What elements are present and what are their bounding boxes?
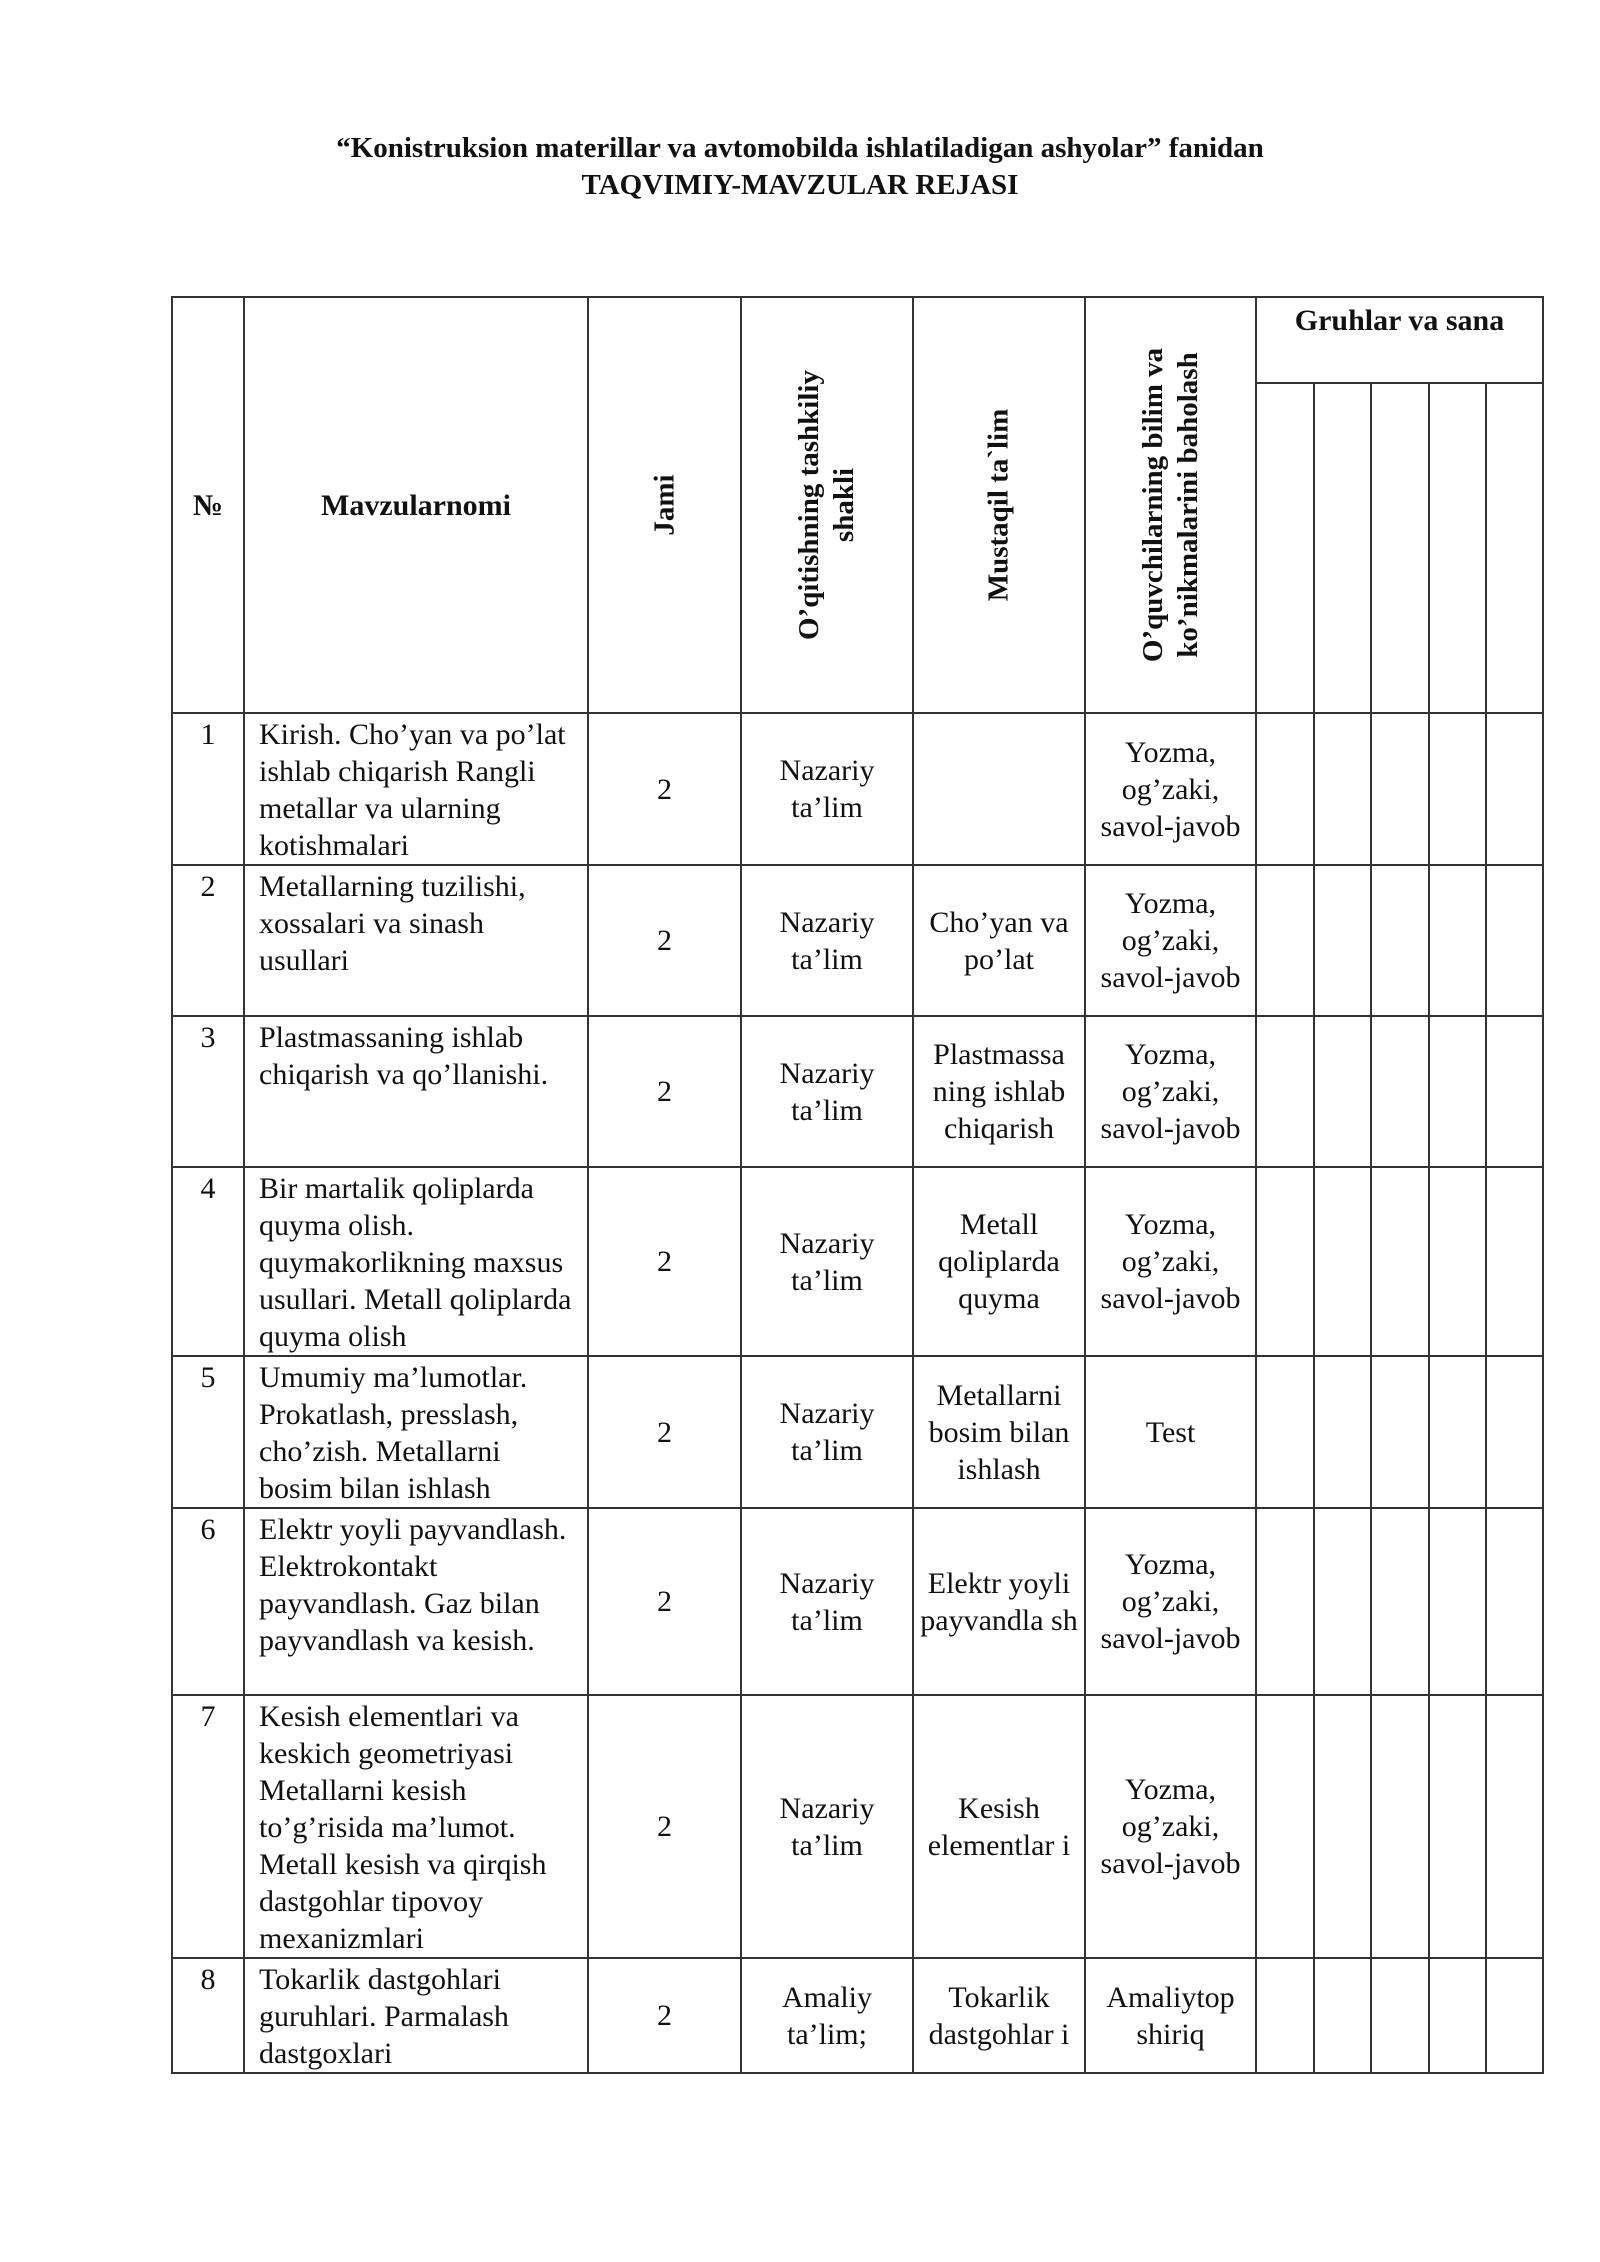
row-assessment: Test [1085,1356,1256,1508]
group-cell-1 [1256,1167,1314,1356]
row-assessment: Yozma, og’zaki, savol-javob [1085,713,1256,865]
table-row [172,1508,1543,1695]
group-cell-5 [1486,1356,1543,1508]
header-total [588,297,741,713]
group-cell-4 [1429,1695,1486,1958]
group-cell-3 [1371,1695,1429,1958]
row-topic: Tokarlik dastgohlari guruhlari. Parmalash dastgoxlari [244,1958,588,2073]
header-groups: Gruhlar va sana [1256,297,1543,383]
group-cell-4 [1429,1356,1486,1508]
group-cell-1 [1256,713,1314,865]
row-assessment: Yozma, og’zaki, savol-javob [1085,1695,1256,1958]
table-row [172,1958,1543,2073]
group-cell-2 [1314,1958,1371,2073]
group-cell-4 [1429,865,1486,1016]
group-cell-2 [1314,713,1371,865]
row-total: 2 [588,1508,741,1695]
group-column-1 [1256,383,1314,713]
row-form: Nazariy ta’lim [741,865,913,1016]
row-independent [913,713,1085,865]
group-cell-1 [1256,1958,1314,2073]
group-cell-5 [1486,1167,1543,1356]
row-form: Nazariy ta’lim [741,713,913,865]
row-topic: Metallarning tuzilishi, xossalari va sinash usullari [244,865,588,1016]
table-row [172,713,1543,865]
header-form-line-1: O’qitishning tashkiliy [793,370,825,640]
group-cell-1 [1256,1508,1314,1695]
table-row [172,1167,1543,1356]
group-cell-4 [1429,713,1486,865]
header-assessment-line-1: O’quvchilarning bilim va [1136,347,1169,663]
header-total-label: Jami [648,474,680,536]
group-cell-4 [1429,1508,1486,1695]
row-form: Nazariy ta’lim [741,1356,913,1508]
row-form: Nazariy ta’lim [741,1167,913,1356]
row-independent: Metall qoliplarda quyma [913,1167,1085,1356]
row-independent: Tokarlik dastgohlar i [913,1958,1085,2073]
row-form: Nazariy ta’lim [741,1016,913,1167]
row-topic: Plastmassaning ishlab chiqarish va qo’llanishi. [244,1016,588,1167]
header-num: № [172,297,244,713]
row-independent: Cho’yan va po’lat [913,865,1085,1016]
group-cell-1 [1256,865,1314,1016]
row-total: 2 [588,1958,741,2073]
row-assessment: Yozma, og’zaki, savol-javob [1085,1167,1256,1356]
group-cell-5 [1486,865,1543,1016]
header-independent-label: Mustaqil ta`lim [982,408,1015,602]
row-num: 4 [172,1167,244,1356]
group-cell-2 [1314,1695,1371,1958]
group-column-2 [1314,383,1371,713]
group-cell-5 [1486,713,1543,865]
row-total: 2 [588,1016,741,1167]
group-cell-4 [1429,1167,1486,1356]
group-cell-3 [1371,1508,1429,1695]
group-cell-3 [1371,1958,1429,2073]
row-form: Nazariy ta’lim [741,1508,913,1695]
row-topic: Kirish. Cho’yan va po’lat ishlab chiqarish Rangli metallar va ularning kotishmalari [244,713,588,865]
table-row [172,865,1543,1016]
group-cell-1 [1256,1356,1314,1508]
row-independent: Elektr yoyli payvandla sh [913,1508,1085,1695]
row-num: 7 [172,1695,244,1958]
row-assessment: Yozma, og’zaki, savol-javob [1085,865,1256,1016]
row-total: 2 [588,1356,741,1508]
header-assessment [1085,297,1256,713]
group-cell-5 [1486,1695,1543,1958]
header-topic: Mavzularnomi [244,297,588,713]
row-topic: Elektr yoyli payvandlash. Elektrokontakt payvandlash. Gaz bilan payvandlash va kesish. [244,1508,588,1695]
row-total: 2 [588,1695,741,1958]
table-row [172,1016,1543,1167]
row-topic: Umumiy ma’lumotlar. Prokatlash, presslash, cho’zish. Metallarni bosim bilan ishlash [244,1356,588,1508]
group-cell-2 [1314,865,1371,1016]
row-total: 2 [588,713,741,865]
table-body [172,713,1543,2073]
header-form [741,297,913,713]
row-num: 2 [172,865,244,1016]
calendar-plan-table [171,296,1544,2074]
title-line-2: TAQVIMIY-MAVZULAR REJASI [581,169,1019,201]
row-num: 5 [172,1356,244,1508]
group-cell-4 [1429,1016,1486,1167]
document-title [0,130,1600,204]
row-total: 2 [588,1167,741,1356]
row-form: Amaliy ta’lim; [741,1958,913,2073]
row-independent: Kesish elementlar i [913,1695,1085,1958]
group-cell-2 [1314,1508,1371,1695]
row-independent: Plastmassa ning ishlab chiqarish [913,1016,1085,1167]
group-cell-1 [1256,1016,1314,1167]
group-cell-5 [1486,1508,1543,1695]
title-line-1: “Konistruksion materillar va avtomobilda ishlatiladigan ashyolar” fanidan [336,132,1264,164]
group-column-3 [1371,383,1429,713]
table-row [172,1356,1543,1508]
row-num: 8 [172,1958,244,2073]
group-cell-3 [1371,1356,1429,1508]
table-row [172,1695,1543,1958]
group-cell-5 [1486,1958,1543,2073]
header-row [172,297,1543,383]
row-num: 6 [172,1508,244,1695]
row-topic: Kesish elementlari va keskich geometriyasi Metallarni kesish to’g’risida ma’lumot. Metall kesish va qirqish dastgohlar tipovoy mexanizmlari [244,1695,588,1958]
group-cell-2 [1314,1356,1371,1508]
row-form: Nazariy ta’lim [741,1695,913,1958]
group-cell-5 [1486,1016,1543,1167]
header-assessment-line-2: ko’nikmalarini baholash [1171,352,1204,658]
group-cell-3 [1371,713,1429,865]
group-column-4 [1429,383,1486,713]
group-cell-1 [1256,1695,1314,1958]
row-assessment: Amaliytop shiriq [1085,1958,1256,2073]
group-cell-3 [1371,1167,1429,1356]
group-cell-2 [1314,1016,1371,1167]
group-cell-4 [1429,1958,1486,2073]
row-independent: Metallarni bosim bilan ishlash [913,1356,1085,1508]
group-cell-3 [1371,865,1429,1016]
header-independent [913,297,1085,713]
group-cell-3 [1371,1016,1429,1167]
row-num: 1 [172,713,244,865]
group-column-5 [1486,383,1543,713]
row-num: 3 [172,1016,244,1167]
row-topic: Bir martalik qoliplarda quyma olish. quymakorlikning maxsus usullari. Metall qoliplarda quyma olish [244,1167,588,1356]
row-total: 2 [588,865,741,1016]
header-form-line-2: shakli [828,467,860,543]
row-assessment: Yozma, og’zaki, savol-javob [1085,1508,1256,1695]
row-assessment: Yozma, og’zaki, savol-javob [1085,1016,1256,1167]
group-cell-2 [1314,1167,1371,1356]
